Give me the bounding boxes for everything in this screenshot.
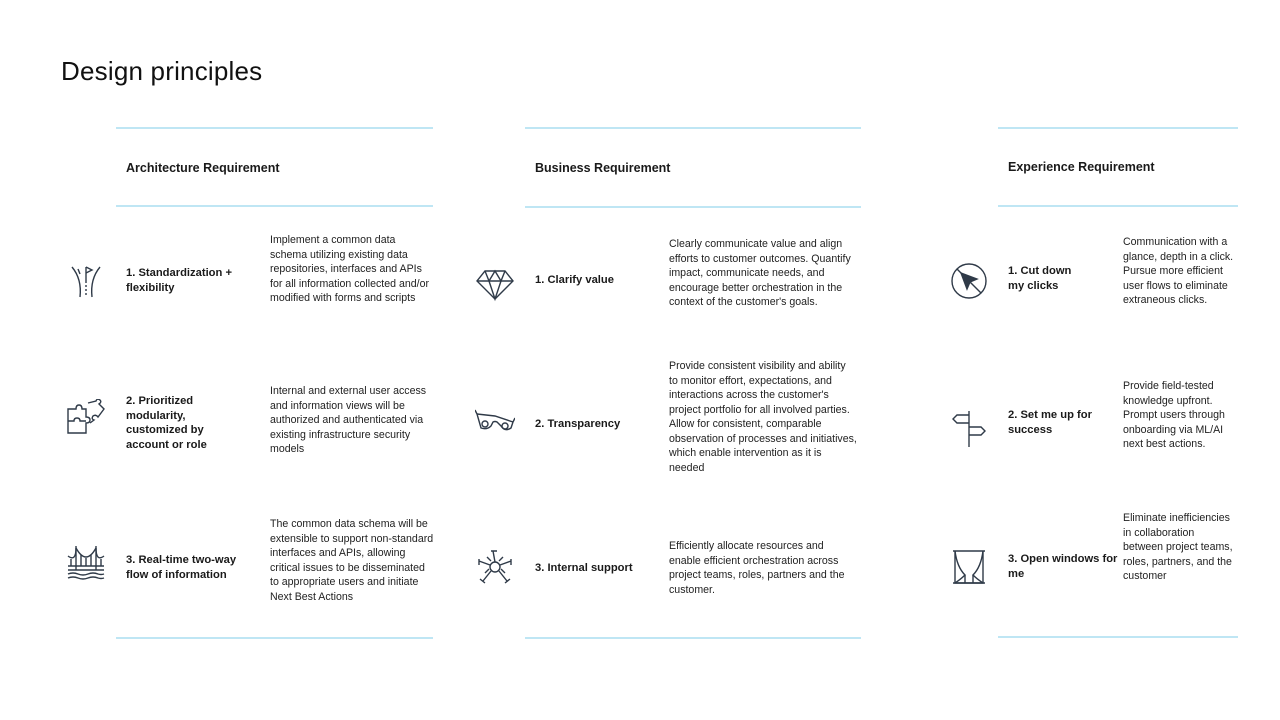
experience-row-3-label: 3. Open windows for me: [1008, 553, 1118, 580]
architecture-row-2-description: Internal and external user access and information views will be authorized and authenticated via existing infrastructure security models: [270, 385, 427, 455]
architecture-row-2-label: 2. Prioritized modularity, customized by account or role: [126, 395, 207, 451]
column-header: Experience Requirement: [1008, 160, 1155, 174]
bridge-icon: [66, 542, 106, 582]
column-business: [525, 127, 862, 642]
column-bottom-rule: [525, 637, 861, 639]
header-rule: [998, 205, 1238, 207]
experience-row-2-description: Provide field-tested knowledge upfront. Prompt users through onboarding via ML/AI next best actions.: [1123, 380, 1225, 450]
experience-row-2-label: 2. Set me up for success: [1008, 409, 1092, 436]
business-row-1-label: 1. Clarify value: [535, 274, 614, 286]
column-top-rule: [116, 127, 433, 129]
joined-hands-icon: [475, 547, 515, 587]
architecture-row-3-label: 3. Real-time two-way flow of information: [126, 554, 237, 581]
experience-row-1-label: 1. Cut down my clicks: [1008, 265, 1072, 292]
business-row-2-label: 2. Transparency: [535, 418, 621, 430]
3d-glasses-icon: [475, 402, 515, 442]
business-row-2-description: Provide consistent visibility and ability to monitor effort, expectations, and interactions across the customer's project portfolio for all involved parties. Allow for consistent, comparable observation of processes and initiatives, which enable intervention as it is needed: [669, 360, 857, 474]
puzzle-pieces-icon: [66, 399, 106, 439]
business-row-3-label: 3. Internal support: [535, 562, 633, 574]
no-cursor-icon: [949, 261, 989, 301]
business-row-3-description: Efficiently allocate resources and enable efficient orchestration across project teams, roles, partners and the customer.: [669, 540, 845, 596]
column-bottom-rule: [998, 636, 1238, 638]
column-bottom-rule: [116, 637, 433, 639]
window-curtains-icon: [949, 547, 989, 587]
experience-row-3-description: Eliminate inefficiencies in collaboration between project teams, roles, partners, and the customer: [1123, 512, 1233, 582]
column-top-rule: [998, 127, 1238, 129]
column-experience: [998, 127, 1240, 642]
page-title: Design principles: [61, 56, 263, 86]
business-row-1-description: Clearly communicate value and align efforts to customer outcomes. Quantify impact, communicate needs, and encourage better orchestration in the context of the customer's goals.: [669, 238, 851, 308]
experience-row-1-description: Communication with a glance, depth in a click. Pursue more efficient user flows to eliminate extraneous clicks.: [1123, 236, 1234, 306]
header-rule: [525, 206, 861, 208]
column-top-rule: [525, 127, 861, 129]
diamond-icon: [475, 263, 515, 303]
column-architecture: [116, 127, 434, 642]
architecture-row-1-description: Implement a common data schema utilizing existing data repositories, interfaces and APIs for all information collected and/or modified with forms and scripts: [270, 234, 429, 304]
road-fork-icon: [66, 261, 106, 301]
column-header: Business Requirement: [535, 161, 671, 175]
column-header: Architecture Requirement: [126, 161, 280, 175]
signpost-icon: [949, 409, 989, 449]
architecture-row-1-label: 1. Standardization + flexibility: [126, 267, 232, 294]
header-rule: [116, 205, 433, 207]
architecture-row-3-description: The common data schema will be extensible to support non-standard interfaces and APIs, allowing critical issues to be disseminated to appropriate users and initiate Next Best Actions: [270, 518, 434, 603]
